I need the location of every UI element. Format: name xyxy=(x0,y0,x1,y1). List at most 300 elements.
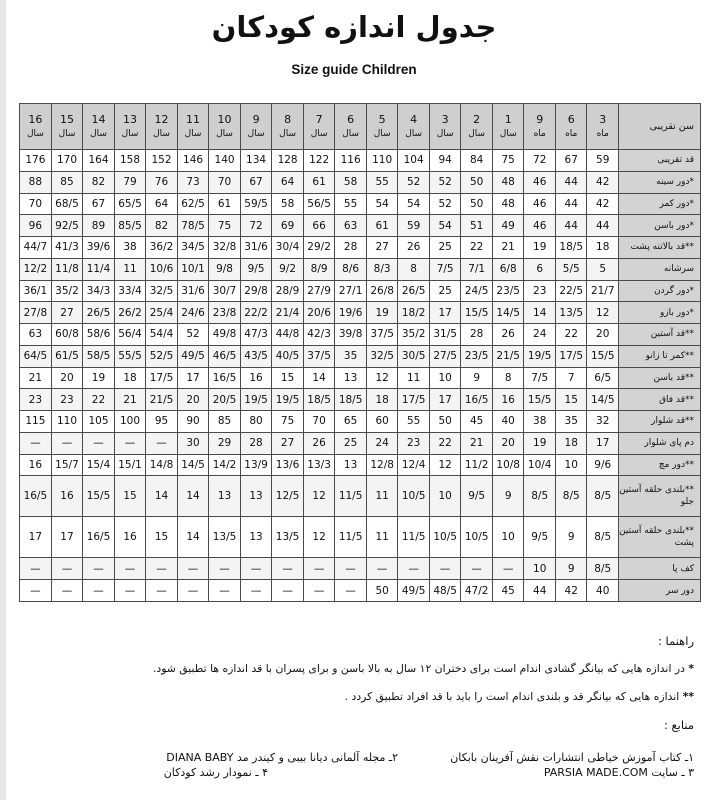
table-cell: 46 xyxy=(524,215,556,237)
table-cell: 134 xyxy=(240,150,272,172)
table-cell: 12 xyxy=(587,302,619,324)
table-cell: 65/5 xyxy=(114,193,146,215)
note-text-1: در اندازه هایی که بیانگر گشادی اندام است برای دختران ۱۲ سال به بالا باسن و برای پسران با قد اندازه ها تطبیق شود. xyxy=(152,662,685,675)
table-row xyxy=(20,237,701,259)
table-cell: 8 xyxy=(398,258,430,280)
page-subtitle: Size guide Children xyxy=(291,62,417,77)
table-cell: — xyxy=(209,558,241,580)
age-unit: سال xyxy=(153,129,170,139)
table-cell: 9/5 xyxy=(240,258,272,280)
note-star-1: * xyxy=(688,662,694,675)
source-1: ۱ـ کتاب آموزش خیاطی انتشارات نقش آفرینان بابکان xyxy=(450,751,694,764)
table-cell: 11/5 xyxy=(335,476,367,517)
table-cell: 40 xyxy=(492,411,524,433)
table-cell: 27/1 xyxy=(335,280,367,302)
table-cell: 15/5 xyxy=(83,476,115,517)
table-cell: 17/5 xyxy=(146,367,178,389)
table-row xyxy=(20,345,701,367)
table-cell: 55 xyxy=(366,171,398,193)
table-cell: 115 xyxy=(20,411,52,433)
table-cell: 55 xyxy=(398,411,430,433)
row-label: *دور کمر xyxy=(619,193,701,215)
table-row xyxy=(20,580,701,602)
table-cell: — xyxy=(177,558,209,580)
age-unit: سال xyxy=(499,129,517,139)
table-cell: 58 xyxy=(272,193,304,215)
age-column-header xyxy=(429,104,461,150)
table-cell: 50 xyxy=(429,411,461,433)
table-cell: 17 xyxy=(429,389,461,411)
row-label: سرشانه xyxy=(619,258,701,280)
table-cell: 152 xyxy=(146,150,178,172)
table-cell: 84 xyxy=(461,150,493,172)
table-cell: 61 xyxy=(303,171,335,193)
age-number: 5 xyxy=(378,113,386,126)
table-cell: 36/1 xyxy=(20,280,52,302)
table-cell: 79 xyxy=(114,171,146,193)
table-cell: 24/5 xyxy=(461,280,493,302)
age-column-header xyxy=(492,104,524,150)
row-label: *دور گردن xyxy=(619,280,701,302)
table-cell: 36/2 xyxy=(146,237,178,259)
table-cell: 20 xyxy=(492,432,524,454)
row-label: **قد شلوار xyxy=(619,411,701,433)
table-cell: 52 xyxy=(429,193,461,215)
table-cell: 13 xyxy=(335,367,367,389)
table-cell: 12 xyxy=(429,454,461,476)
table-cell: 32/5 xyxy=(146,280,178,302)
table-cell: 63 xyxy=(20,324,52,346)
table-cell: 23 xyxy=(20,389,52,411)
table-cell: 26 xyxy=(303,432,335,454)
table-cell: 13 xyxy=(209,476,241,517)
table-cell: 17/5 xyxy=(555,345,587,367)
table-cell: 17 xyxy=(51,517,83,558)
table-cell: 13 xyxy=(240,517,272,558)
table-cell: — xyxy=(461,558,493,580)
age-unit: سال xyxy=(310,129,328,139)
table-cell: 94 xyxy=(429,150,461,172)
table-cell: — xyxy=(51,558,83,580)
age-number: 9 xyxy=(252,113,260,126)
table-cell: 8/3 xyxy=(366,258,398,280)
table-cell: 59/5 xyxy=(240,193,272,215)
age-number: 16 xyxy=(28,113,43,126)
table-cell: 30/4 xyxy=(272,237,304,259)
table-cell: 16 xyxy=(492,389,524,411)
table-cell: — xyxy=(366,558,398,580)
table-cell: 11/5 xyxy=(335,517,367,558)
table-cell: 5/5 xyxy=(555,258,587,280)
table-cell: 54/4 xyxy=(146,324,178,346)
row-label: دور سر xyxy=(619,580,701,602)
table-cell: — xyxy=(83,432,115,454)
age-unit: سال xyxy=(121,129,139,139)
age-column-header xyxy=(177,104,209,150)
page-title: جدول اندازه کودکان xyxy=(211,10,497,44)
table-cell: 40 xyxy=(587,580,619,602)
age-unit: سال xyxy=(373,129,391,139)
table-cell: 20/6 xyxy=(303,302,335,324)
table-cell: 58 xyxy=(335,171,367,193)
table-cell: 14 xyxy=(177,517,209,558)
table-cell: — xyxy=(303,558,335,580)
age-number: 6 xyxy=(567,113,575,126)
age-column-header xyxy=(303,104,335,150)
table-cell: 23 xyxy=(398,432,430,454)
age-unit: ماه xyxy=(596,129,609,139)
table-cell: — xyxy=(20,432,52,454)
table-row xyxy=(20,454,701,476)
table-cell: 70 xyxy=(20,193,52,215)
age-number: 3 xyxy=(441,113,449,126)
table-cell: 9/8 xyxy=(209,258,241,280)
table-cell: 23 xyxy=(51,389,83,411)
table-cell: 8/5 xyxy=(587,476,619,517)
table-cell: 5 xyxy=(587,258,619,280)
age-number: 2 xyxy=(473,113,481,126)
table-cell: 75 xyxy=(492,150,524,172)
table-row xyxy=(20,411,701,433)
table-cell: 16/5 xyxy=(20,476,52,517)
table-cell: 50 xyxy=(461,193,493,215)
table-cell: 11/8 xyxy=(51,258,83,280)
table-cell: 105 xyxy=(83,411,115,433)
age-unit: سال xyxy=(90,129,107,139)
table-cell: 26 xyxy=(492,324,524,346)
table-row xyxy=(20,324,701,346)
table-cell: 13/3 xyxy=(303,454,335,476)
table-cell: 76 xyxy=(146,171,178,193)
table-cell: 47/3 xyxy=(240,324,272,346)
table-cell: 27/8 xyxy=(20,302,52,324)
row-label: قد تقریبی xyxy=(619,150,701,172)
table-cell: 8/5 xyxy=(555,476,587,517)
table-cell: 30/5 xyxy=(398,345,430,367)
table-cell: 21 xyxy=(461,432,493,454)
table-cell: 16 xyxy=(51,476,83,517)
table-cell: — xyxy=(335,558,367,580)
table-cell: 18 xyxy=(587,237,619,259)
table-cell: 15/4 xyxy=(83,454,115,476)
table-cell: 11/4 xyxy=(83,258,115,280)
table-cell: 19 xyxy=(524,432,556,454)
age-unit: سال xyxy=(26,129,44,139)
row-label: دم پای شلوار xyxy=(619,432,701,454)
table-cell: 24 xyxy=(366,432,398,454)
table-cell: 9 xyxy=(555,558,587,580)
age-number: 4 xyxy=(410,113,418,126)
table-cell: 82 xyxy=(146,215,178,237)
table-cell: — xyxy=(51,580,83,602)
table-cell: 16 xyxy=(20,454,52,476)
table-cell: 44/8 xyxy=(272,324,304,346)
table-cell: 18/5 xyxy=(335,389,367,411)
age-number: 8 xyxy=(284,113,292,126)
table-cell: 10 xyxy=(555,454,587,476)
table-row xyxy=(20,367,701,389)
table-cell: 14/5 xyxy=(492,302,524,324)
table-cell: 8/9 xyxy=(303,258,335,280)
age-unit: ماه xyxy=(533,129,546,139)
table-cell: 9 xyxy=(492,476,524,517)
table-cell: 15 xyxy=(555,389,587,411)
age-column-header xyxy=(587,104,619,150)
table-cell: 13 xyxy=(335,454,367,476)
table-cell: 38 xyxy=(524,411,556,433)
table-cell: 13/9 xyxy=(240,454,272,476)
table-cell: 51 xyxy=(461,215,493,237)
table-cell: 58/6 xyxy=(83,324,115,346)
row-label: **کمر تا زانو xyxy=(619,345,701,367)
age-column-header xyxy=(114,104,146,150)
table-cell: 24/6 xyxy=(177,302,209,324)
table-cell: 88 xyxy=(20,171,52,193)
table-cell: 42/3 xyxy=(303,324,335,346)
note-text-2: اندازه هایی که بیانگر قد و بلندی اندام است را باید با قد افراد تطبیق کردد . xyxy=(344,690,680,703)
table-cell: 75 xyxy=(272,411,304,433)
table-cell: 15/1 xyxy=(114,454,146,476)
table-cell: 10/4 xyxy=(524,454,556,476)
table-cell: 16 xyxy=(240,367,272,389)
table-cell: — xyxy=(83,580,115,602)
table-cell: — xyxy=(398,558,430,580)
table-cell: 26/2 xyxy=(114,302,146,324)
table-row xyxy=(20,150,701,172)
table-cell: 65 xyxy=(335,411,367,433)
table-cell: 22/2 xyxy=(240,302,272,324)
age-column-header xyxy=(83,104,115,150)
table-cell: 92/5 xyxy=(51,215,83,237)
table-cell: 14 xyxy=(146,476,178,517)
table-cell: 17 xyxy=(587,432,619,454)
table-cell: 15/7 xyxy=(51,454,83,476)
table-cell: 27/9 xyxy=(303,280,335,302)
table-cell: — xyxy=(114,558,146,580)
table-cell: 19 xyxy=(83,367,115,389)
table-cell: 25 xyxy=(335,432,367,454)
row-label: **قد باسن xyxy=(619,367,701,389)
table-cell: 46/5 xyxy=(209,345,241,367)
table-cell: 54 xyxy=(398,193,430,215)
table-cell: 50 xyxy=(461,171,493,193)
age-unit: سال xyxy=(216,129,233,139)
table-cell: 20 xyxy=(51,367,83,389)
table-cell: 28 xyxy=(335,237,367,259)
table-cell: 19 xyxy=(366,302,398,324)
table-cell: 52 xyxy=(398,171,430,193)
table-cell: 16/5 xyxy=(209,367,241,389)
table-row xyxy=(20,389,701,411)
table-cell: 29/8 xyxy=(240,280,272,302)
table-row xyxy=(20,432,701,454)
age-column-header xyxy=(209,104,241,150)
table-cell: — xyxy=(272,580,304,602)
table-cell: 10 xyxy=(524,558,556,580)
table-cell: 8/5 xyxy=(524,476,556,517)
table-cell: 7 xyxy=(555,367,587,389)
table-cell: 10/5 xyxy=(461,517,493,558)
table-cell: 18/5 xyxy=(303,389,335,411)
table-cell: 67 xyxy=(240,171,272,193)
row-label: **بلندی حلقه آستین پشت xyxy=(619,517,701,558)
age-unit: ماه xyxy=(565,129,578,139)
table-cell: 11/2 xyxy=(461,454,493,476)
table-cell: 6 xyxy=(524,258,556,280)
table-cell: 26/8 xyxy=(366,280,398,302)
notes-title: راهنما : xyxy=(658,634,694,648)
source-2: ۲ـ مجله آلمانی دیانا بیبی و کیندر مد DIANA BABY xyxy=(166,751,398,764)
table-cell: — xyxy=(20,580,52,602)
table-cell: 10 xyxy=(429,367,461,389)
age-unit: سال xyxy=(436,129,454,139)
age-number: 3 xyxy=(599,113,607,126)
age-column-header xyxy=(335,104,367,150)
table-cell: 9/6 xyxy=(587,454,619,476)
table-cell: 46 xyxy=(524,171,556,193)
table-cell: 18 xyxy=(555,432,587,454)
table-cell: 28/9 xyxy=(272,280,304,302)
table-cell: 22 xyxy=(555,324,587,346)
table-row xyxy=(20,258,701,280)
table-cell: 35 xyxy=(335,345,367,367)
table-cell: 58/5 xyxy=(83,345,115,367)
table-cell: 35/2 xyxy=(51,280,83,302)
table-cell: — xyxy=(335,580,367,602)
table-row xyxy=(20,517,701,558)
age-number: 9 xyxy=(536,113,544,126)
age-number: 1 xyxy=(504,113,512,126)
table-cell: 64 xyxy=(272,171,304,193)
table-row xyxy=(20,558,701,580)
table-cell: 44 xyxy=(524,580,556,602)
table-cell: 22/5 xyxy=(555,280,587,302)
table-cell: 14/2 xyxy=(209,454,241,476)
table-cell: 30 xyxy=(177,432,209,454)
table-cell: 90 xyxy=(177,411,209,433)
table-cell: 17 xyxy=(429,302,461,324)
table-cell: — xyxy=(114,432,146,454)
table-cell: 11 xyxy=(114,258,146,280)
table-cell: 11/5 xyxy=(398,517,430,558)
table-cell: 18 xyxy=(114,367,146,389)
row-label: **بلندی حلقه آستین جلو xyxy=(619,476,701,517)
table-cell: 55 xyxy=(335,193,367,215)
table-cell: 72 xyxy=(524,150,556,172)
note-star-2: ** xyxy=(682,690,694,703)
table-row xyxy=(20,280,701,302)
table-cell: 39/6 xyxy=(83,237,115,259)
table-cell: 56/5 xyxy=(303,193,335,215)
table-cell: 67 xyxy=(83,193,115,215)
row-label: *دور سینه xyxy=(619,171,701,193)
table-cell: 42 xyxy=(587,193,619,215)
table-cell: — xyxy=(240,580,272,602)
table-cell: 16/5 xyxy=(461,389,493,411)
table-cell: 8/6 xyxy=(335,258,367,280)
table-cell: 13/5 xyxy=(555,302,587,324)
row-label: *دور باسن xyxy=(619,215,701,237)
table-cell: 29 xyxy=(209,432,241,454)
table-cell: 10 xyxy=(492,517,524,558)
table-cell: 60/8 xyxy=(51,324,83,346)
age-column-header xyxy=(366,104,398,150)
table-cell: 29/2 xyxy=(303,237,335,259)
table-cell: — xyxy=(114,580,146,602)
table-cell: 64/5 xyxy=(20,345,52,367)
table-cell: — xyxy=(429,558,461,580)
age-unit: سال xyxy=(58,129,76,139)
age-number: 13 xyxy=(123,113,137,126)
table-cell: 116 xyxy=(335,150,367,172)
table-cell: 15/5 xyxy=(587,345,619,367)
table-cell: — xyxy=(51,432,83,454)
table-cell: 68/5 xyxy=(51,193,83,215)
table-cell: 52/5 xyxy=(146,345,178,367)
table-cell: 22 xyxy=(429,432,461,454)
table-cell: 20/5 xyxy=(209,389,241,411)
table-cell: 100 xyxy=(114,411,146,433)
header-row xyxy=(20,104,701,150)
row-label: کف پا xyxy=(619,558,701,580)
table-cell: 49 xyxy=(492,215,524,237)
table-cell: 15 xyxy=(146,517,178,558)
table-cell: — xyxy=(209,580,241,602)
table-cell: 146 xyxy=(177,150,209,172)
table-cell: 72 xyxy=(240,215,272,237)
table-cell: 14/5 xyxy=(587,389,619,411)
table-cell: 60 xyxy=(366,411,398,433)
source-3: ۳ ـ سایت PARSIA MADE.COM xyxy=(543,766,694,779)
table-cell: 10 xyxy=(429,476,461,517)
table-cell: 14 xyxy=(303,367,335,389)
table-cell: 15/5 xyxy=(524,389,556,411)
table-cell: 164 xyxy=(83,150,115,172)
age-column-header xyxy=(51,104,83,150)
table-cell: 80 xyxy=(240,411,272,433)
table-cell: 62/5 xyxy=(177,193,209,215)
table-cell: 78/5 xyxy=(177,215,209,237)
table-cell: 27 xyxy=(272,432,304,454)
source-4: ۴ ـ نمودار رشد کودکان xyxy=(163,766,268,779)
table-cell: 96 xyxy=(20,215,52,237)
table-cell: — xyxy=(146,432,178,454)
table-cell: 12/2 xyxy=(20,258,52,280)
table-cell: 12/8 xyxy=(366,454,398,476)
table-cell: 12 xyxy=(366,367,398,389)
row-label: **قد فاق xyxy=(619,389,701,411)
age-number: 10 xyxy=(217,113,232,126)
age-column-header xyxy=(555,104,587,150)
table-cell: 23 xyxy=(524,280,556,302)
table-row xyxy=(20,215,701,237)
table-cell: — xyxy=(177,580,209,602)
table-cell: 12/5 xyxy=(272,476,304,517)
table-row xyxy=(20,302,701,324)
table-cell: 7/5 xyxy=(524,367,556,389)
table-cell: 7/1 xyxy=(461,258,493,280)
table-row xyxy=(20,476,701,517)
age-column-header xyxy=(398,104,430,150)
table-cell: 21 xyxy=(114,389,146,411)
table-cell: 19/5 xyxy=(524,345,556,367)
age-column-header xyxy=(20,104,52,150)
table-cell: 10/5 xyxy=(429,517,461,558)
table-cell: 48/5 xyxy=(429,580,461,602)
table-cell: 7/5 xyxy=(429,258,461,280)
table-cell: 45 xyxy=(492,580,524,602)
table-cell: 28 xyxy=(240,432,272,454)
